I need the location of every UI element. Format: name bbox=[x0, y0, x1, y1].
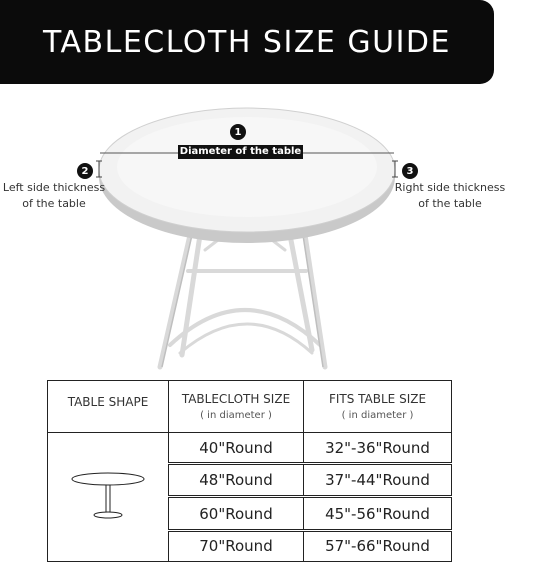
tablecloth-size-cell: 60"Round bbox=[169, 497, 304, 530]
table-illustration bbox=[0, 95, 533, 380]
round-table-icon bbox=[68, 465, 148, 525]
title-banner bbox=[0, 0, 494, 84]
tablecloth-size-cell: 48"Round bbox=[169, 464, 304, 497]
marker-3-badge: 3 bbox=[402, 163, 418, 179]
header-subtitle: ( in diameter ) bbox=[200, 410, 272, 421]
fits-table-size-cell: 57"-66"Round bbox=[304, 530, 452, 561]
tabletop-highlight bbox=[117, 117, 377, 217]
header-title: FITS TABLE SIZE bbox=[328, 392, 427, 406]
header-title: TABLECLOTH SIZE bbox=[181, 392, 291, 406]
right-thickness-label: Right side thickness of the table bbox=[394, 181, 506, 210]
header-title: TABLE SHAPE bbox=[67, 395, 149, 409]
size-guide-table bbox=[47, 380, 452, 562]
header-subtitle: ( in diameter ) bbox=[341, 410, 414, 421]
marker-1-badge: 1 bbox=[230, 124, 246, 140]
header-table-shape bbox=[48, 381, 169, 433]
table-header-row bbox=[48, 381, 452, 433]
table-row bbox=[48, 433, 452, 464]
round-table-shape-cell bbox=[48, 433, 169, 562]
fits-table-size-cell: 32"-36"Round bbox=[304, 433, 452, 464]
tablecloth-size-cell: 40"Round bbox=[169, 433, 304, 464]
fits-table-size-cell: 45"-56"Round bbox=[304, 497, 452, 530]
diameter-label: Diameter of the table bbox=[179, 146, 302, 157]
table-legs bbox=[160, 235, 325, 367]
left-thickness-label: Left side thickness of the table bbox=[2, 181, 106, 210]
header-fits-table-size bbox=[304, 381, 452, 433]
fits-table-size-cell: 37"-44"Round bbox=[304, 464, 452, 497]
page-title: TABLECLOTH SIZE GUIDE bbox=[43, 24, 451, 60]
marker-2-badge: 2 bbox=[77, 163, 93, 179]
header-tablecloth-size bbox=[169, 381, 304, 433]
tablecloth-size-cell: 70"Round bbox=[169, 530, 304, 561]
